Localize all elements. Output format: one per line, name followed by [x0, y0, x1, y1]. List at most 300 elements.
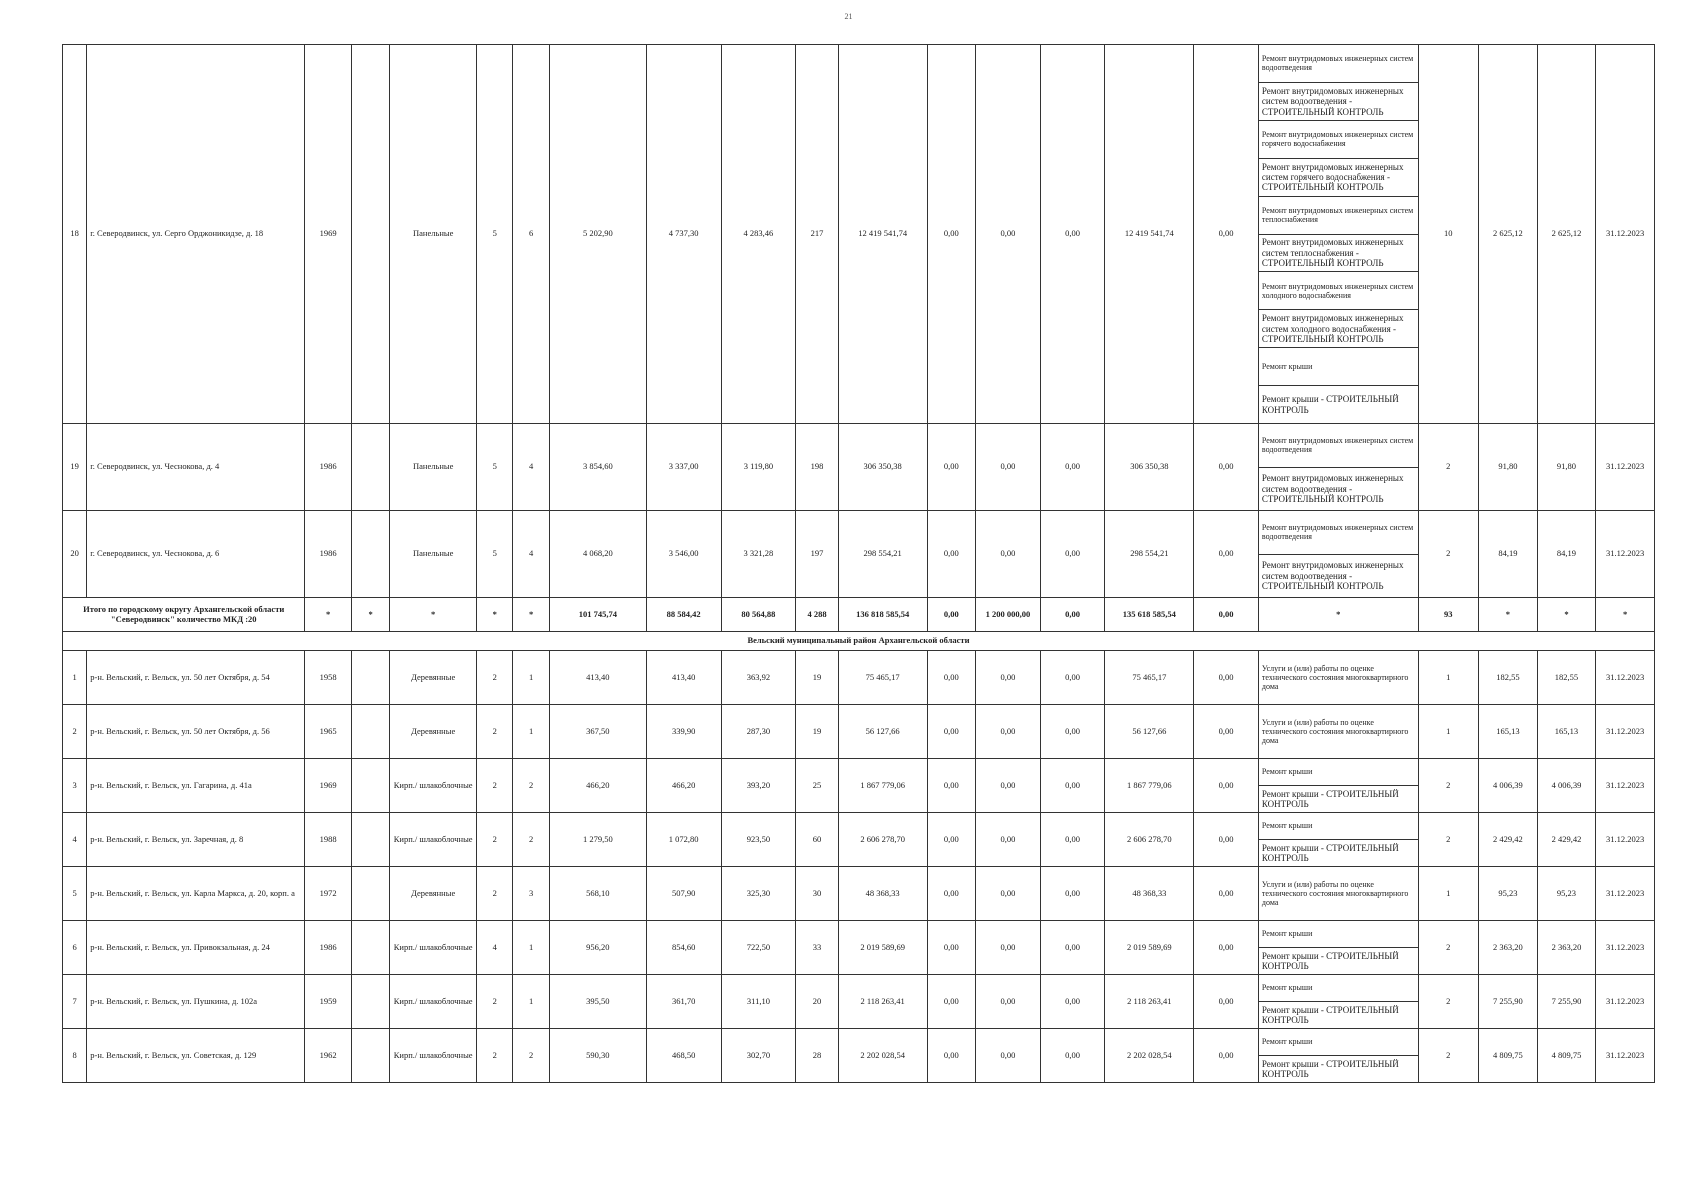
- table-row: [63, 1029, 1655, 1083]
- area-rooms: 4 737,30: [646, 45, 721, 424]
- row-number: 3: [63, 759, 87, 813]
- section-header-row: [63, 632, 1655, 651]
- work-list: [1259, 1029, 1418, 1082]
- area-total: 568,10: [549, 867, 646, 921]
- work-item: Услуги и (или) работы по оценке технического состояния многоквартирного дома: [1261, 717, 1409, 746]
- work-item: Ремонт крыши - СТРОИТЕЛЬНЫЙ КОНТРОЛЬ: [1261, 1004, 1399, 1025]
- fund-other: 0,00: [1194, 975, 1259, 1029]
- work-item: Ремонт внутридомовых инженерных систем водоотведения - СТРОИТЕЛЬНЫЙ КОНТРОЛЬ: [1261, 473, 1404, 504]
- fund-municipal: 0,00: [1040, 867, 1105, 921]
- area-total: 5 202,90: [549, 45, 646, 424]
- deadline: 31.12.2023: [1596, 705, 1655, 759]
- deadline: 31.12.2023: [1596, 975, 1655, 1029]
- year-renovated: [351, 651, 389, 705]
- address: г. Северодвинск, ул. Чеснокова, д. 6: [87, 511, 305, 598]
- table-row: [63, 921, 1655, 975]
- work-item: Ремонт крыши: [1259, 348, 1418, 386]
- fund-regional: 0,00: [976, 511, 1041, 598]
- work-item: Ремонт крыши - СТРОИТЕЛЬНЫЙ КОНТРОЛЬ: [1261, 842, 1399, 863]
- year-built: 1962: [305, 1029, 351, 1083]
- address: г. Северодвинск, ул. Серго Орджоникидзе, д. 18: [87, 45, 305, 424]
- fund-owners: 2 606 278,70: [1105, 813, 1194, 867]
- section-title: Вельский муниципальный район Архангельской области: [63, 632, 1655, 651]
- work-item: Услуги и (или) работы по оценке технического состояния многоквартирного дома: [1261, 879, 1409, 908]
- fund-other: 0,00: [1194, 921, 1259, 975]
- work-item: Ремонт крыши - СТРОИТЕЛЬНЫЙ КОНТРОЛЬ: [1261, 950, 1399, 971]
- work-types: [1258, 1029, 1418, 1083]
- address: р-н. Вельский, г. Вельск, ул. Привокзальная, д. 24: [87, 921, 305, 975]
- fund-owners: 2 019 589,69: [1105, 921, 1194, 975]
- work-item: Ремонт внутридомовых инженерных систем холодного водоснабжения: [1259, 272, 1418, 310]
- residents: 30: [796, 867, 838, 921]
- wall-material: Деревянные: [390, 867, 477, 921]
- table-row: [63, 975, 1655, 1029]
- unit-cost: 4 006,39: [1479, 759, 1538, 813]
- fund-municipal: 0,00: [1040, 921, 1105, 975]
- work-types: [1258, 705, 1418, 759]
- row-number: 20: [63, 511, 87, 598]
- total-label: Итого по городскому округу Архангельской области "Северодвинск" количество МКД :20: [63, 598, 305, 632]
- fund-regional: 0,00: [976, 867, 1041, 921]
- register-body: [63, 45, 1655, 651]
- work-item: Услуги и (или) работы по оценке технического состояния многоквартирного дома: [1261, 663, 1409, 692]
- total-star: *: [477, 598, 513, 632]
- work-item: Ремонт крыши - СТРОИТЕЛЬНЫЙ КОНТРОЛЬ: [1261, 1058, 1399, 1079]
- work-types: [1258, 45, 1418, 424]
- fund-owners: 306 350,38: [1105, 424, 1194, 511]
- work-list: [1259, 813, 1418, 866]
- fund-other: 0,00: [1194, 813, 1259, 867]
- work-list: [1259, 424, 1418, 510]
- total-star: *: [513, 598, 549, 632]
- wall-material: Деревянные: [390, 705, 477, 759]
- floors: 2: [477, 867, 513, 921]
- row-number: 4: [63, 813, 87, 867]
- work-item: Ремонт внутридомовых инженерных систем водоотведения: [1259, 511, 1418, 555]
- entrances: 6: [513, 45, 549, 424]
- fund-federal: 0,00: [927, 813, 975, 867]
- area-living: 363,92: [721, 651, 796, 705]
- wall-material: Кирп./ шлакоблочные: [390, 759, 477, 813]
- deadline: 31.12.2023: [1596, 1029, 1655, 1083]
- area-rooms: 854,60: [646, 921, 721, 975]
- area-rooms: 507,90: [646, 867, 721, 921]
- total-cost: 136 818 585,54: [838, 598, 927, 632]
- floors: 2: [477, 975, 513, 1029]
- area-living: 302,70: [721, 1029, 796, 1083]
- work-list: [1259, 651, 1418, 704]
- work-item: Ремонт крыши: [1259, 813, 1418, 840]
- year-built: 1986: [305, 424, 351, 511]
- year-built: 1986: [305, 921, 351, 975]
- fund-regional: 0,00: [976, 759, 1041, 813]
- cost-total: 298 554,21: [838, 511, 927, 598]
- area-total: 3 854,60: [549, 424, 646, 511]
- row-number: 8: [63, 1029, 87, 1083]
- floors: 2: [477, 1029, 513, 1083]
- work-item: Ремонт внутридомовых инженерных систем водоотведения: [1259, 424, 1418, 468]
- unit-cost: 2 363,20: [1479, 921, 1538, 975]
- address: р-н. Вельский, г. Вельск, ул. Пушкина, д. 102а: [87, 975, 305, 1029]
- work-count: 10: [1418, 45, 1479, 424]
- total-residents: 4 288: [796, 598, 838, 632]
- year-renovated: [351, 867, 389, 921]
- unit-limit: 2 429,42: [1537, 813, 1596, 867]
- wall-material: Панельные: [390, 424, 477, 511]
- area-total: 413,40: [549, 651, 646, 705]
- residents: 217: [796, 45, 838, 424]
- deadline: 31.12.2023: [1596, 813, 1655, 867]
- total-star: *: [1258, 598, 1418, 632]
- year-built: 1965: [305, 705, 351, 759]
- work-list: [1259, 921, 1418, 974]
- cost-total: 306 350,38: [838, 424, 927, 511]
- fund-other: 0,00: [1194, 511, 1259, 598]
- floors: 2: [477, 705, 513, 759]
- work-item: Ремонт крыши - СТРОИТЕЛЬНЫЙ КОНТРОЛЬ: [1261, 394, 1399, 415]
- year-built: 1986: [305, 511, 351, 598]
- wall-material: Кирп./ шлакоблочные: [390, 975, 477, 1029]
- year-renovated: [351, 705, 389, 759]
- fund-federal: 0,00: [927, 651, 975, 705]
- year-renovated: [351, 1029, 389, 1083]
- row-number: 18: [63, 45, 87, 424]
- total-fund-federal: 0,00: [927, 598, 975, 632]
- work-count: 2: [1418, 813, 1479, 867]
- fund-municipal: 0,00: [1040, 813, 1105, 867]
- cost-total: 2 118 263,41: [838, 975, 927, 1029]
- deadline: 31.12.2023: [1596, 424, 1655, 511]
- year-built: 1969: [305, 45, 351, 424]
- residents: 19: [796, 651, 838, 705]
- fund-federal: 0,00: [927, 975, 975, 1029]
- address: р-н. Вельский, г. Вельск, ул. Заречная, д. 8: [87, 813, 305, 867]
- residents: 197: [796, 511, 838, 598]
- work-item: Ремонт крыши: [1259, 975, 1418, 1002]
- cost-total: 75 465,17: [838, 651, 927, 705]
- unit-limit: 165,13: [1537, 705, 1596, 759]
- work-count: 1: [1418, 705, 1479, 759]
- entrances: 2: [513, 759, 549, 813]
- work-item: Ремонт внутридомовых инженерных систем водоотведения - СТРОИТЕЛЬНЫЙ КОНТРОЛЬ: [1261, 560, 1404, 591]
- entrances: 3: [513, 867, 549, 921]
- unit-cost: 95,23: [1479, 867, 1538, 921]
- entrances: 4: [513, 424, 549, 511]
- work-types: [1258, 424, 1418, 511]
- total-work-count: 93: [1418, 598, 1479, 632]
- floors: 2: [477, 759, 513, 813]
- year-renovated: [351, 921, 389, 975]
- fund-municipal: 0,00: [1040, 759, 1105, 813]
- deadline: 31.12.2023: [1596, 759, 1655, 813]
- register-table: [62, 44, 1655, 1083]
- table-row: [63, 759, 1655, 813]
- table-row: [63, 424, 1655, 511]
- entrances: 1: [513, 705, 549, 759]
- area-total: 395,50: [549, 975, 646, 1029]
- fund-other: 0,00: [1194, 705, 1259, 759]
- work-types: [1258, 511, 1418, 598]
- year-built: 1959: [305, 975, 351, 1029]
- area-rooms: 3 337,00: [646, 424, 721, 511]
- fund-federal: 0,00: [927, 1029, 975, 1083]
- residents: 19: [796, 705, 838, 759]
- row-number: 1: [63, 651, 87, 705]
- table-row: [63, 651, 1655, 705]
- work-count: 1: [1418, 651, 1479, 705]
- fund-federal: 0,00: [927, 45, 975, 424]
- velsk-body: [63, 651, 1655, 1083]
- area-total: 590,30: [549, 1029, 646, 1083]
- area-total: 956,20: [549, 921, 646, 975]
- deadline: 31.12.2023: [1596, 867, 1655, 921]
- work-list: [1259, 45, 1418, 423]
- area-living: 4 283,46: [721, 45, 796, 424]
- table-row: [63, 45, 1655, 424]
- year-renovated: [351, 813, 389, 867]
- fund-other: 0,00: [1194, 867, 1259, 921]
- floors: 2: [477, 651, 513, 705]
- work-item: Ремонт крыши: [1259, 921, 1418, 948]
- work-list: [1259, 867, 1418, 920]
- residents: 33: [796, 921, 838, 975]
- unit-limit: 84,19: [1537, 511, 1596, 598]
- floors: 5: [477, 424, 513, 511]
- floors: 4: [477, 921, 513, 975]
- table-row: [63, 511, 1655, 598]
- unit-limit: 95,23: [1537, 867, 1596, 921]
- work-types: [1258, 975, 1418, 1029]
- fund-other: 0,00: [1194, 424, 1259, 511]
- row-number: 5: [63, 867, 87, 921]
- area-rooms: 361,70: [646, 975, 721, 1029]
- total-row: [63, 598, 1655, 632]
- fund-other: 0,00: [1194, 45, 1259, 424]
- work-list: [1259, 705, 1418, 758]
- fund-other: 0,00: [1194, 651, 1259, 705]
- year-built: 1969: [305, 759, 351, 813]
- area-living: 722,50: [721, 921, 796, 975]
- address: р-н. Вельский, г. Вельск, ул. Карла Маркса, д. 20, корп. а: [87, 867, 305, 921]
- wall-material: Деревянные: [390, 651, 477, 705]
- work-item: Ремонт крыши: [1259, 759, 1418, 786]
- work-item: Ремонт внутридомовых инженерных систем теплоснабжения - СТРОИТЕЛЬНЫЙ КОНТРОЛЬ: [1259, 235, 1418, 273]
- fund-regional: 0,00: [976, 813, 1041, 867]
- entrances: 4: [513, 511, 549, 598]
- work-count: 1: [1418, 867, 1479, 921]
- fund-owners: 56 127,66: [1105, 705, 1194, 759]
- unit-cost: 2 429,42: [1479, 813, 1538, 867]
- total-area-rooms: 88 584,42: [646, 598, 721, 632]
- area-total: 466,20: [549, 759, 646, 813]
- fund-municipal: 0,00: [1040, 511, 1105, 598]
- deadline: 31.12.2023: [1596, 511, 1655, 598]
- fund-federal: 0,00: [927, 511, 975, 598]
- unit-limit: 182,55: [1537, 651, 1596, 705]
- area-rooms: 468,50: [646, 1029, 721, 1083]
- wall-material: Кирп./ шлакоблочные: [390, 813, 477, 867]
- area-living: 923,50: [721, 813, 796, 867]
- work-list: [1259, 511, 1418, 597]
- area-total: 4 068,20: [549, 511, 646, 598]
- area-living: 325,30: [721, 867, 796, 921]
- unit-cost: 4 809,75: [1479, 1029, 1538, 1083]
- year-renovated: [351, 424, 389, 511]
- work-count: 2: [1418, 759, 1479, 813]
- fund-owners: 12 419 541,74: [1105, 45, 1194, 424]
- total-area-total: 101 745,74: [549, 598, 646, 632]
- wall-material: Кирп./ шлакоблочные: [390, 921, 477, 975]
- area-living: 287,30: [721, 705, 796, 759]
- total-fund-regional: 1 200 000,00: [976, 598, 1041, 632]
- work-count: 2: [1418, 424, 1479, 511]
- floors: 2: [477, 813, 513, 867]
- cost-total: 1 867 779,06: [838, 759, 927, 813]
- year-renovated: [351, 511, 389, 598]
- unit-limit: 2 363,20: [1537, 921, 1596, 975]
- work-item: Ремонт внутридомовых инженерных систем горячего водоснабжения - СТРОИТЕЛЬНЫЙ КОНТРОЛЬ: [1259, 159, 1418, 197]
- table-row: [63, 813, 1655, 867]
- area-rooms: 466,20: [646, 759, 721, 813]
- work-types: [1258, 651, 1418, 705]
- year-built: 1958: [305, 651, 351, 705]
- fund-municipal: 0,00: [1040, 1029, 1105, 1083]
- work-item: Ремонт внутридомовых инженерных систем холодного водоснабжения - СТРОИТЕЛЬНЫЙ КОНТРОЛЬ: [1259, 310, 1418, 348]
- address: г. Северодвинск, ул. Чеснокова, д. 4: [87, 424, 305, 511]
- fund-municipal: 0,00: [1040, 651, 1105, 705]
- row-number: 6: [63, 921, 87, 975]
- total-fund-other: 0,00: [1194, 598, 1259, 632]
- area-living: 311,10: [721, 975, 796, 1029]
- work-list: [1259, 759, 1418, 812]
- fund-federal: 0,00: [927, 705, 975, 759]
- work-count: 2: [1418, 975, 1479, 1029]
- unit-cost: 84,19: [1479, 511, 1538, 598]
- wall-material: Панельные: [390, 45, 477, 424]
- work-list: [1259, 975, 1418, 1028]
- fund-regional: 0,00: [976, 705, 1041, 759]
- work-item: Ремонт внутридомовых инженерных систем водоотведения: [1259, 45, 1418, 83]
- unit-cost: 91,80: [1479, 424, 1538, 511]
- row-number: 2: [63, 705, 87, 759]
- address: р-н. Вельский, г. Вельск, ул. 50 лет Октября, д. 54: [87, 651, 305, 705]
- unit-cost: 7 255,90: [1479, 975, 1538, 1029]
- unit-limit: 4 006,39: [1537, 759, 1596, 813]
- work-types: [1258, 759, 1418, 813]
- fund-owners: 1 867 779,06: [1105, 759, 1194, 813]
- total-fund-municipal: 0,00: [1040, 598, 1105, 632]
- unit-cost: 165,13: [1479, 705, 1538, 759]
- year-built: 1988: [305, 813, 351, 867]
- cost-total: 48 368,33: [838, 867, 927, 921]
- area-total: 1 279,50: [549, 813, 646, 867]
- floors: 5: [477, 45, 513, 424]
- cost-total: 12 419 541,74: [838, 45, 927, 424]
- area-rooms: 339,90: [646, 705, 721, 759]
- unit-limit: 91,80: [1537, 424, 1596, 511]
- area-living: 393,20: [721, 759, 796, 813]
- area-total: 367,50: [549, 705, 646, 759]
- wall-material: Панельные: [390, 511, 477, 598]
- fund-federal: 0,00: [927, 921, 975, 975]
- fund-owners: 2 118 263,41: [1105, 975, 1194, 1029]
- fund-regional: 0,00: [976, 45, 1041, 424]
- residents: 25: [796, 759, 838, 813]
- work-types: [1258, 867, 1418, 921]
- residents: 60: [796, 813, 838, 867]
- work-item: Ремонт крыши - СТРОИТЕЛЬНЫЙ КОНТРОЛЬ: [1261, 788, 1399, 809]
- deadline: 31.12.2023: [1596, 921, 1655, 975]
- fund-other: 0,00: [1194, 759, 1259, 813]
- table-row: [63, 705, 1655, 759]
- table-row: [63, 867, 1655, 921]
- year-renovated: [351, 975, 389, 1029]
- total-star: *: [351, 598, 389, 632]
- fund-federal: 0,00: [927, 424, 975, 511]
- address: р-н. Вельский, г. Вельск, ул. Советская, д. 129: [87, 1029, 305, 1083]
- area-rooms: 1 072,80: [646, 813, 721, 867]
- entrances: 1: [513, 651, 549, 705]
- fund-owners: 298 554,21: [1105, 511, 1194, 598]
- cost-total: 2 202 028,54: [838, 1029, 927, 1083]
- fund-regional: 0,00: [976, 921, 1041, 975]
- fund-municipal: 0,00: [1040, 45, 1105, 424]
- work-types: [1258, 921, 1418, 975]
- deadline: 31.12.2023: [1596, 45, 1655, 424]
- fund-owners: 48 368,33: [1105, 867, 1194, 921]
- total-star: *: [390, 598, 477, 632]
- work-item: Ремонт внутридомовых инженерных систем горячего водоснабжения: [1259, 121, 1418, 159]
- fund-owners: 2 202 028,54: [1105, 1029, 1194, 1083]
- entrances: 2: [513, 1029, 549, 1083]
- deadline: 31.12.2023: [1596, 651, 1655, 705]
- total-star: *: [1537, 598, 1596, 632]
- fund-regional: 0,00: [976, 1029, 1041, 1083]
- wall-material: Кирп./ шлакоблочные: [390, 1029, 477, 1083]
- page-number: 21: [844, 12, 853, 21]
- row-number: 7: [63, 975, 87, 1029]
- total-area-living: 80 564,88: [721, 598, 796, 632]
- unit-limit: 7 255,90: [1537, 975, 1596, 1029]
- fund-regional: 0,00: [976, 651, 1041, 705]
- total-star: *: [305, 598, 351, 632]
- cost-total: 2 019 589,69: [838, 921, 927, 975]
- cost-total: 2 606 278,70: [838, 813, 927, 867]
- fund-municipal: 0,00: [1040, 705, 1105, 759]
- unit-cost: 182,55: [1479, 651, 1538, 705]
- year-renovated: [351, 759, 389, 813]
- entrances: 1: [513, 975, 549, 1029]
- fund-municipal: 0,00: [1040, 975, 1105, 1029]
- fund-regional: 0,00: [976, 424, 1041, 511]
- address: р-н. Вельский, г. Вельск, ул. Гагарина, д. 41а: [87, 759, 305, 813]
- row-number: 19: [63, 424, 87, 511]
- area-rooms: 3 546,00: [646, 511, 721, 598]
- total-fund-owners: 135 618 585,54: [1105, 598, 1194, 632]
- area-living: 3 321,28: [721, 511, 796, 598]
- unit-cost: 2 625,12: [1479, 45, 1538, 424]
- fund-federal: 0,00: [927, 759, 975, 813]
- address: р-н. Вельский, г. Вельск, ул. 50 лет Октября, д. 56: [87, 705, 305, 759]
- fund-owners: 75 465,17: [1105, 651, 1194, 705]
- work-count: 2: [1418, 511, 1479, 598]
- work-count: 2: [1418, 921, 1479, 975]
- fund-municipal: 0,00: [1040, 424, 1105, 511]
- fund-federal: 0,00: [927, 867, 975, 921]
- residents: 198: [796, 424, 838, 511]
- unit-limit: 4 809,75: [1537, 1029, 1596, 1083]
- area-rooms: 413,40: [646, 651, 721, 705]
